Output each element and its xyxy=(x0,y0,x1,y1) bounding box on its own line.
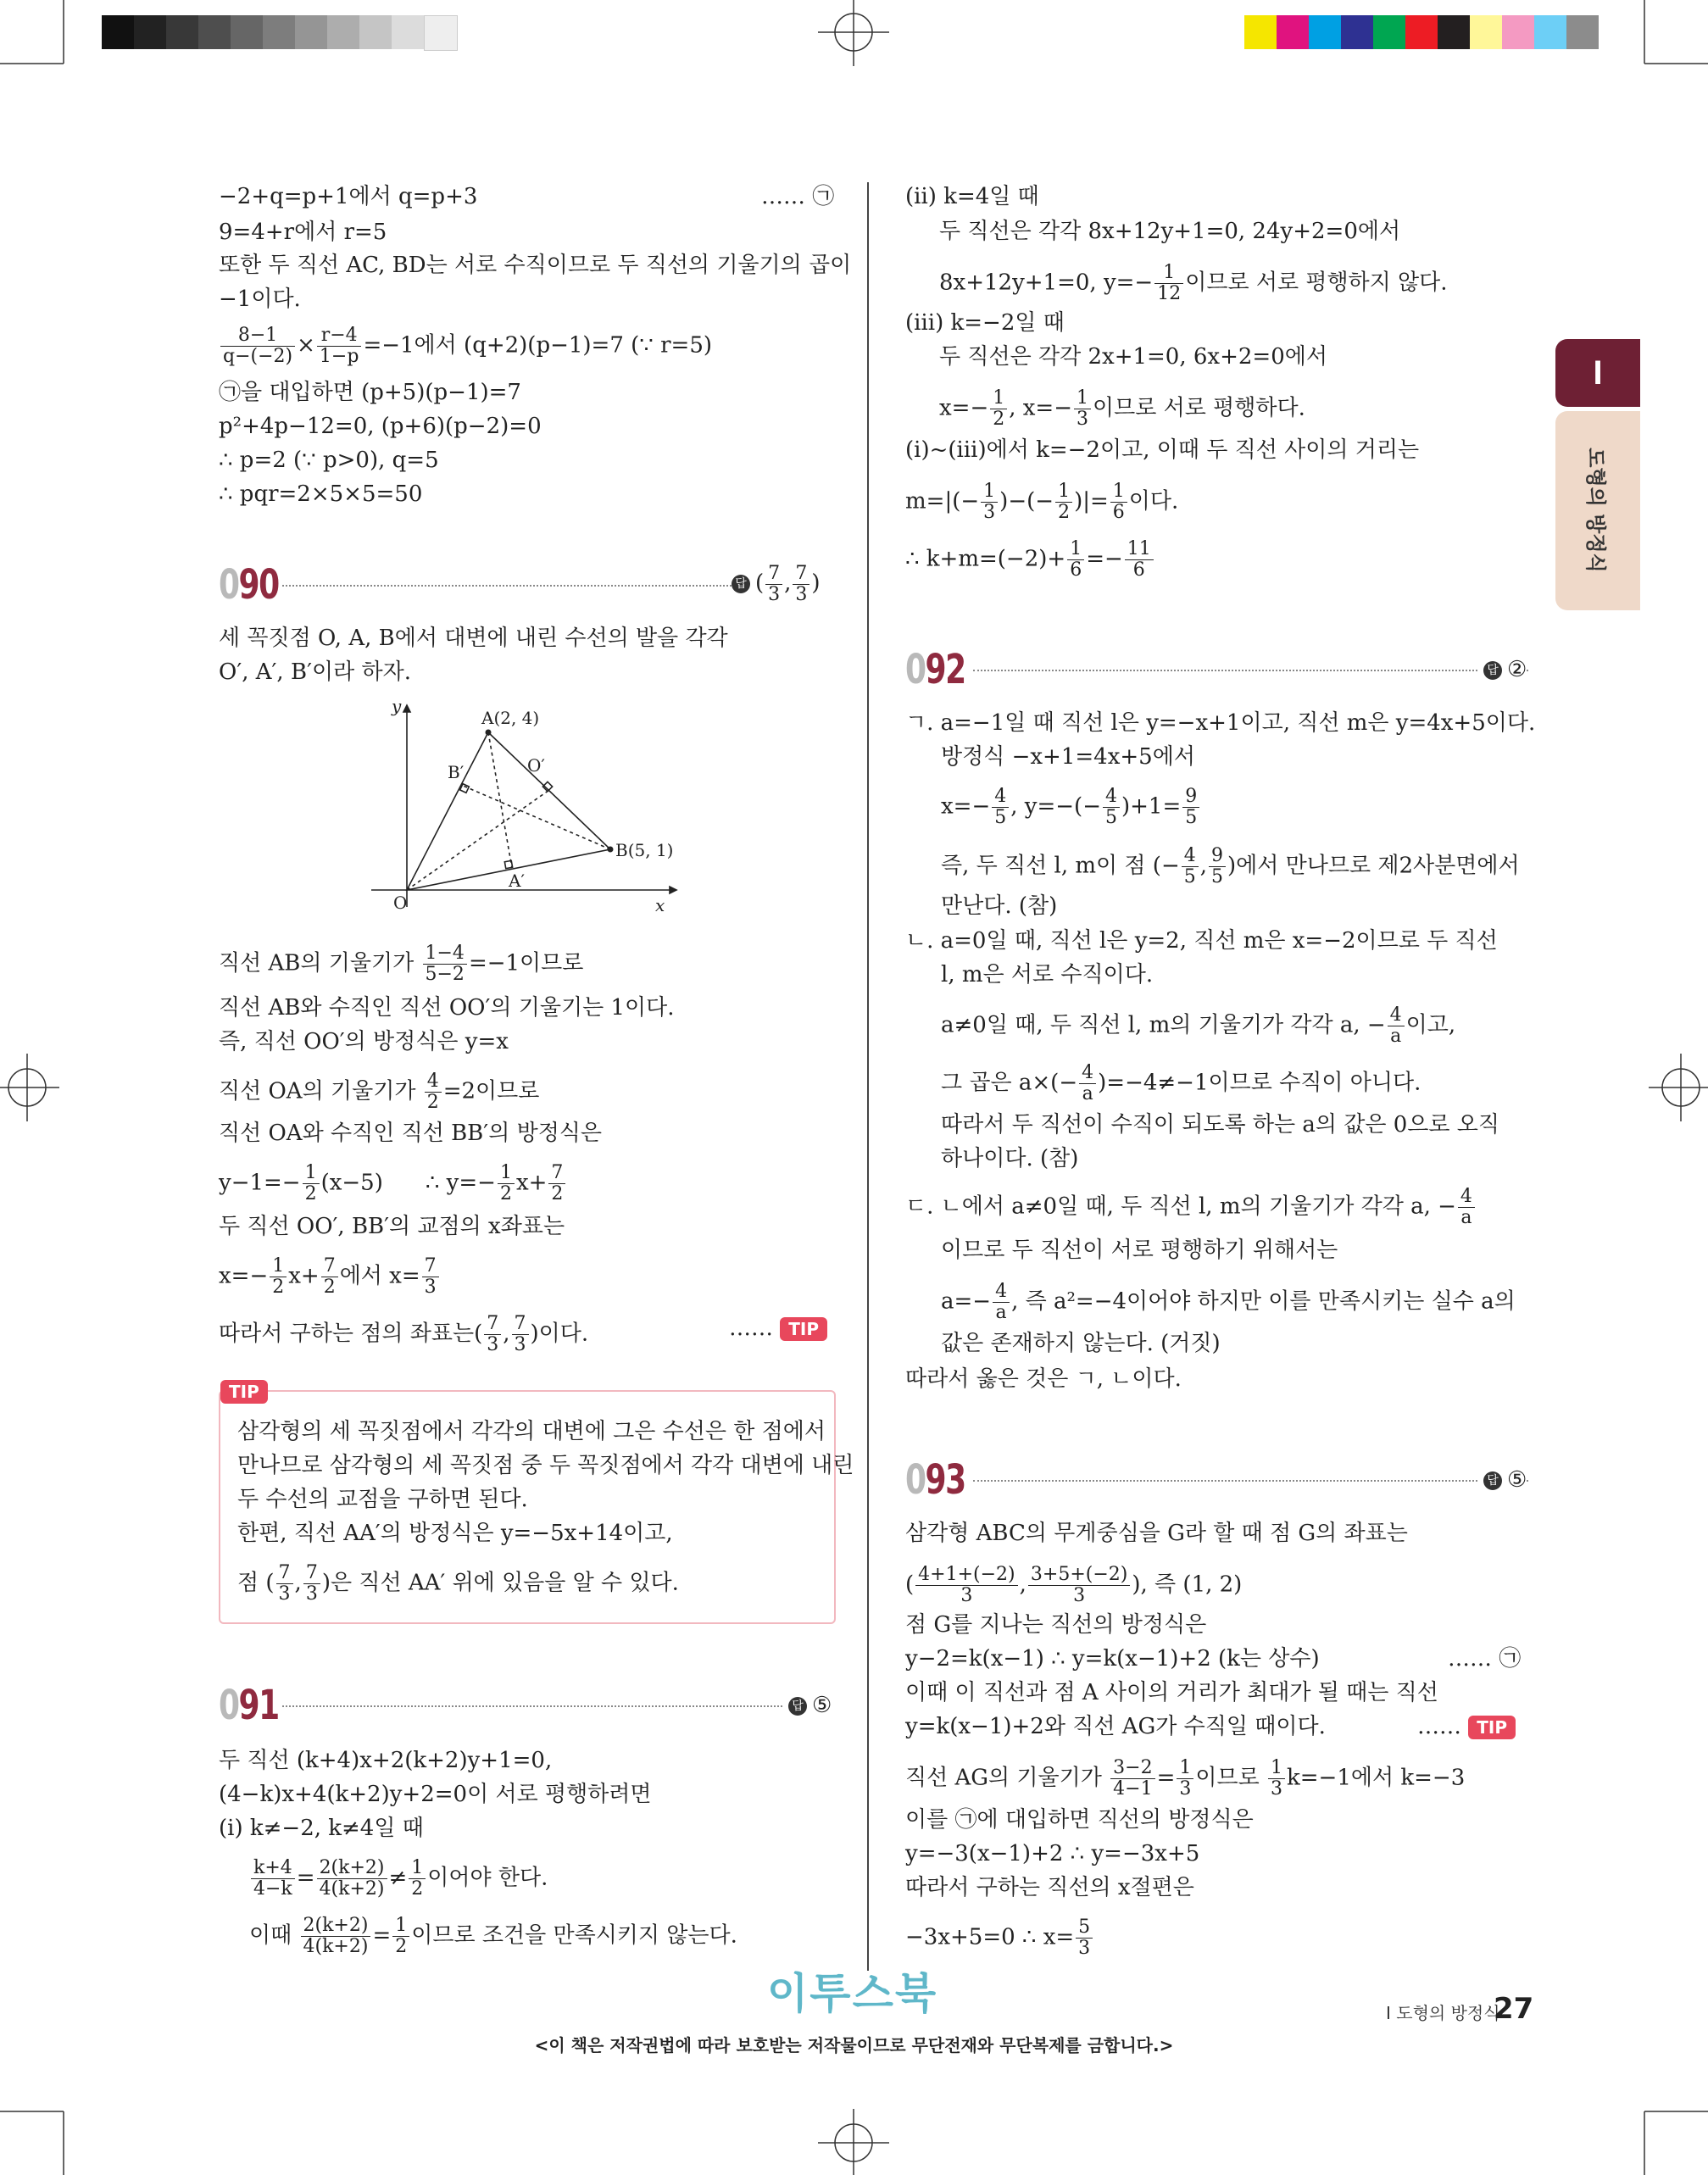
text-line: ∴ p=2 (∵ p>0), q=5 xyxy=(219,448,439,473)
text-line: ㄴ. a=0일 때, 직선 l은 y=2, 직선 m은 x=−2이므로 두 직선 xyxy=(905,928,1498,954)
x-label: x xyxy=(655,895,665,915)
text-line: 직선 OA와 수직인 직선 BB′의 방정식은 xyxy=(219,1121,603,1146)
problem-093-header xyxy=(905,1455,1533,1505)
point-B xyxy=(608,847,614,853)
formula-line: m=|(− $\frac{1}{3}$ )−(− $\frac{1}{2}$ )|= $\frac{1}{6}$ 이다. xyxy=(905,481,1179,523)
text-line: 즉, 직선 OO′의 방정식은 y=x xyxy=(219,1029,509,1054)
text-line: 이므로 두 직선이 서로 평행하기 위해서는 xyxy=(941,1238,1338,1263)
problem-091-header xyxy=(219,1680,846,1731)
fraction: $\frac{r-4}{1-p}$ xyxy=(317,325,362,367)
answer-icon: 답 xyxy=(1483,1471,1502,1490)
text-line: 두 직선 (k+4)x+2(k+2)y+1=0, xyxy=(219,1748,553,1773)
text-line: 두 직선은 각각 2x+1=0, 6x+2=0에서 xyxy=(939,344,1327,370)
text-line: (ⅱ) k=4일 때 xyxy=(905,184,1039,209)
answer-icon: 답 xyxy=(732,575,750,593)
answer: 답 ⑤ xyxy=(788,1680,832,1731)
formula-line: x=− $\frac{4}{5}$ , y=−(− $\frac{4}{5}$ )+1= $\frac{9}{5}$ xyxy=(941,787,1201,828)
tip-reference[interactable]: …… TIP xyxy=(1417,1712,1516,1741)
formula-line: ∴ k+m=(−2)+ $\frac{1}{6}$ =− $\frac{11}{6}$ xyxy=(905,539,1155,581)
text-line: (4−k)x+4(k+2)y+2=0이 서로 평행하려면 xyxy=(219,1782,652,1807)
formula-line: x=− $\frac{1}{2}$ , x=− $\frac{1}{3}$ 이므로 서로 평행하다. xyxy=(939,387,1305,430)
fraction: $\frac{8-1}{q-(-2)}$ xyxy=(220,325,295,367)
answer: 답 ( $\frac{7}{3}$ , $\frac{7}{3}$ ) xyxy=(732,558,821,609)
tip-text: 점 ( $\frac{7}{3}$ , $\frac{7}{3}$ )은 직선 AA′ 위에 있음을 알 수 있다. xyxy=(237,1562,679,1605)
text-line: 또한 두 직선 AC, BD는 서로 수직이므로 두 직선의 기울기의 곱이 xyxy=(219,253,852,278)
answer: 답 ⑤ xyxy=(1478,1455,1527,1505)
text-line: 만난다. (참) xyxy=(941,893,1058,919)
formula-line: a≠0일 때, 두 직선 l, m의 기울기가 각각 a, − $\frac{4}{a}$ 이고, xyxy=(941,1004,1456,1047)
text-line: 9=4+r에서 r=5 xyxy=(219,220,387,245)
text-line: y=k(x−1)+2와 직선 AG가 수직일 때이다. xyxy=(905,1714,1326,1739)
text-line: 점 G를 지나는 직선의 방정식은 xyxy=(905,1612,1207,1638)
answer: 답 ② xyxy=(1478,644,1527,695)
problem-092-header xyxy=(905,644,1533,695)
formula-line: 직선 AG의 기울기가 $\frac{3-2}{4-1}$ = $\frac{1}{3}$ 이므로 $\frac{1}{3}$ k=−1에서 k=−3 xyxy=(905,1757,1466,1800)
formula-line: −3x+5=0 ∴ x= $\frac{5}{3}$ xyxy=(905,1917,1094,1959)
text-line: 삼각형 ABC의 무게중심을 G라 할 때 점 G의 좌표는 xyxy=(905,1521,1408,1546)
text-line: 따라서 두 직선이 수직이 되도록 하는 a의 값은 0으로 오직 xyxy=(941,1112,1499,1138)
formula-line: x=− $\frac{1}{2}$ x+ $\frac{7}{2}$ 에서 x= $\frac{7}{3}$ xyxy=(219,1256,441,1298)
altitude-AAp xyxy=(488,732,512,868)
text-line: 두 직선은 각각 8x+12y+1=0, 24y+2=0에서 xyxy=(939,219,1401,244)
tip-box-badge: TIP xyxy=(220,1380,268,1404)
text-line: (ⅰ)~(ⅲ)에서 k=−2이고, 이때 두 직선 사이의 거리는 xyxy=(905,437,1420,463)
text-line: (ⅲ) k=−2일 때 xyxy=(905,310,1065,336)
formula-line: 즉, 두 직선 l, m이 점 (− $\frac{4}{5}$ , $\frac{9}{5}$ )에서 만나므로 제2사분면에서 xyxy=(941,845,1520,887)
text-line: 하나이다. (참) xyxy=(941,1146,1079,1171)
equation-marker: …… ㉠ xyxy=(761,184,835,209)
text-line: 따라서 옳은 것은 ㄱ, ㄴ이다. xyxy=(905,1366,1182,1392)
formula-line: 그 곱은 a×(− $\frac{4}{a}$ )=−4≠−1이므로 수직이 아니다. xyxy=(941,1062,1421,1104)
text-line: ∴ pqr=2×5×5=50 xyxy=(219,481,423,507)
tip-text: 두 수선의 교점을 구하면 된다. xyxy=(237,1487,528,1512)
text-line: 직선 AB와 수직인 직선 OO′의 기울기는 1이다. xyxy=(219,995,675,1021)
y-axis-arrow xyxy=(403,705,410,712)
point-Op-label: O′ xyxy=(527,755,545,776)
triangle-graph xyxy=(371,695,693,915)
formula-line: 직선 OA의 기울기가 $\frac{4}{2}$ =2이므로 xyxy=(219,1071,540,1113)
problem-number: 091 xyxy=(219,1682,279,1729)
tip-text: 한편, 직선 AA′의 방정식은 y=−5x+14이고, xyxy=(237,1521,673,1546)
tip-text: 삼각형의 세 꼭짓점에서 각각의 대변에 그은 수선은 한 점에서 xyxy=(237,1419,826,1444)
publisher-logo: 이투스북 xyxy=(767,1969,938,2018)
formula-line: 직선 AB의 기울기가 $\frac{1-4}{5-2}$ =−1이므로 xyxy=(219,943,584,985)
formula-line: ( $\frac{4+1+(-2)}{3}$ , $\frac{3+5+(-2)}{3}$ ), 즉 (1, 2) xyxy=(905,1564,1243,1606)
equation-marker: …… ㉠ xyxy=(1448,1646,1522,1672)
column-divider xyxy=(867,182,869,1971)
problem-number: 092 xyxy=(905,646,965,693)
text-line: ㄱ. a=−1일 때 직선 l은 y=−x+1이고, 직선 m은 y=4x+5이다. xyxy=(905,710,1536,736)
altitude-BBp xyxy=(461,785,610,849)
formula-line: a=− $\frac{4}{a}$ , 즉 a²=−4이어야 하지만 이를 만족시키는 실수 a의 xyxy=(941,1281,1516,1323)
point-Ap-label: A′ xyxy=(509,871,525,891)
formula-line: ㄷ. ㄴ에서 a≠0일 때, 두 직선 l, m의 기울기가 각각 a, − $\frac{4}{a}$ xyxy=(905,1187,1477,1228)
tip-badge: TIP xyxy=(780,1317,827,1341)
formula-line: $\frac{k+4}{4-k}$ = $\frac{2(k+2)}{4(k+2)}$ ≠ $\frac{1}{2}$ 이어야 한다. xyxy=(249,1858,548,1900)
text-line: 값은 존재하지 않는다. (거짓) xyxy=(941,1331,1221,1356)
text-line: y−2=k(x−1) ∴ y=k(x−1)+2 (k는 상수) xyxy=(905,1646,1320,1672)
answer-icon: 답 xyxy=(1483,661,1502,680)
chapter-tab-label: 도형의 방정식 xyxy=(1555,411,1640,610)
point-A-label: A(2, 4) xyxy=(481,708,540,728)
problem-number: 090 xyxy=(219,561,279,609)
y-label: y xyxy=(392,696,402,716)
chapter-tab[interactable]: I xyxy=(1555,339,1640,407)
point-B-label: B(5, 1) xyxy=(615,840,674,860)
triangle-OAB xyxy=(407,732,610,890)
copyright-notice: <이 책은 저작권법에 따라 보호받는 저작물이므로 무단전재와 무단복제를 금합니다.> xyxy=(534,2035,1174,2055)
formula-line: 이때 $\frac{2(k+2)}{4(k+2)}$ = $\frac{1}{2}$ 이므로 조건을 만족시키지 않는다. xyxy=(249,1915,737,1957)
text-line: −1이다. xyxy=(219,286,301,312)
formula-line: y−1=− $\frac{1}{2}$ (x−5) ∴ y=− $\frac{1}{2}$ x+ $\frac{7}{2}$ xyxy=(219,1163,567,1204)
page-number: 27 xyxy=(1494,1992,1534,2026)
tip-badge: TIP xyxy=(1468,1716,1516,1739)
text-line: −2+q=p+1에서 q=p+3 xyxy=(219,184,478,209)
text-line: 세 꼭짓점 O, A, B에서 대변에 내린 수선의 발을 각각 xyxy=(219,626,728,651)
chapter-footer: I 도형의 방정식 xyxy=(1386,2003,1500,2023)
problem-090-header xyxy=(219,559,846,610)
point-A xyxy=(486,730,492,736)
text-line: 이때 이 직선과 점 A 사이의 거리가 최대가 될 때는 직선 xyxy=(905,1680,1438,1705)
problem-number: 093 xyxy=(905,1456,965,1504)
tip-text: 만나므로 삼각형의 세 꼭짓점 중 두 꼭짓점에서 각각 대변에 내린 xyxy=(237,1453,854,1478)
text-line: 방정식 −x+1=4x+5에서 xyxy=(941,744,1195,770)
origin-label: O xyxy=(393,893,408,913)
text-line: y=−3(x−1)+2 ∴ y=−3x+5 xyxy=(905,1841,1200,1866)
text-line: O′, A′, B′이라 하자. xyxy=(219,659,411,685)
text-line: 두 직선 OO′, BB′의 교점의 x좌표는 xyxy=(219,1214,565,1239)
text-line: p²+4p−12=0, (p+6)(p−2)=0 xyxy=(219,414,542,439)
right-column xyxy=(905,0,1536,2034)
text-line: 따라서 구하는 직선의 x절편은 xyxy=(905,1875,1194,1900)
formula-line: 8x+12y+1=0, y=− $\frac{1}{12}$ 이므로 서로 평행하지 않다. xyxy=(939,262,1448,304)
text-line: (ⅰ) k≠−2, k≠4일 때 xyxy=(219,1816,424,1841)
text-line: 이를 ㉠에 대입하면 직선의 방정식은 xyxy=(905,1807,1254,1833)
answer-icon: 답 xyxy=(788,1697,807,1716)
altitude-OOp xyxy=(407,790,549,890)
point-Bp-label: B′ xyxy=(448,762,465,782)
text-line: ㉠을 대입하면 (p+5)(p−1)=7 xyxy=(219,380,521,405)
tip-reference[interactable]: …… TIP xyxy=(729,1314,827,1343)
x-axis-arrow xyxy=(670,887,676,893)
formula-line: $\frac{8-1}{q-(-2)}$ × $\frac{r-4}{1-p}$ =−1에서 (q+2)(p−1)=7 (∵ r=5) xyxy=(219,325,712,367)
formula-line: 따라서 구하는 점의 좌표는( $\frac{7}{3}$ , $\frac{7}{3}$ )이다. xyxy=(219,1313,589,1355)
text-line: l, m은 서로 수직이다. xyxy=(941,962,1154,987)
